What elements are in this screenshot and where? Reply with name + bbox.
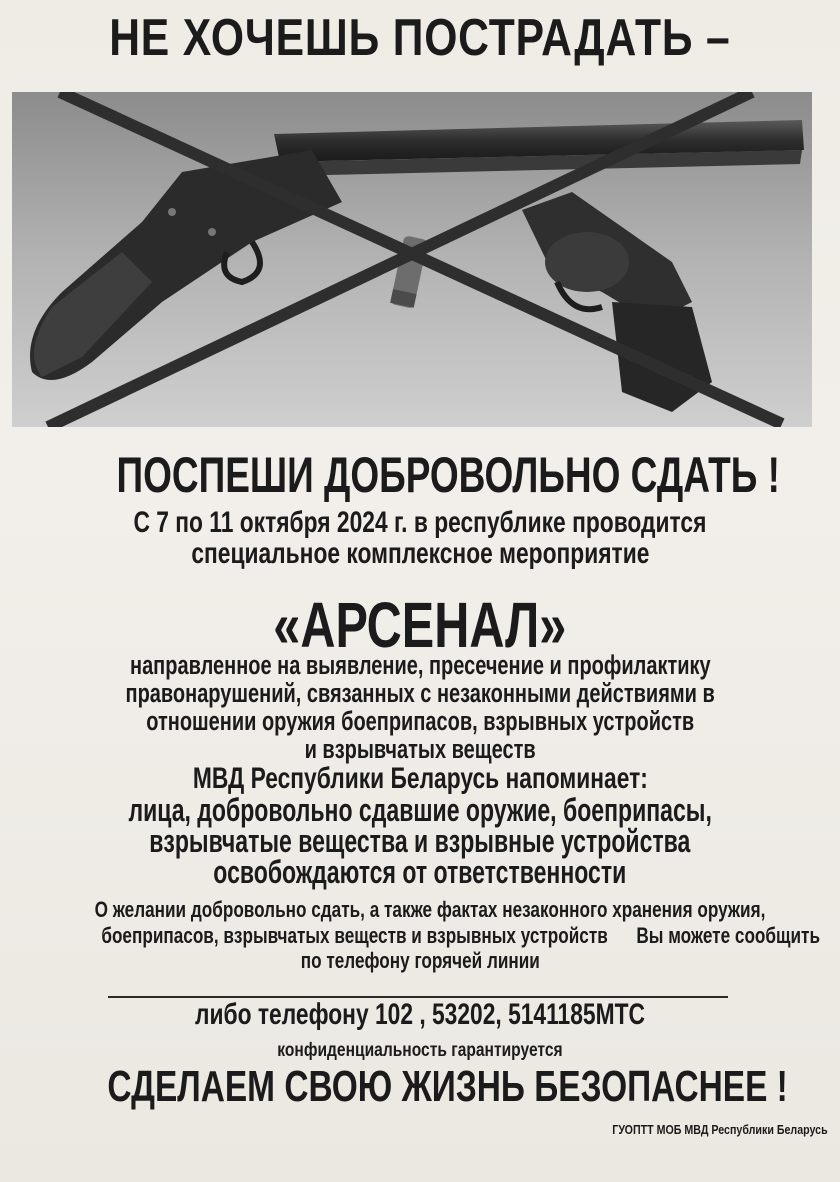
mvd-reminder-heading — [0, 762, 840, 796]
reminder-text: освобождаются от ответственности — [213, 854, 627, 890]
headline-text: НЕ ХОЧЕШЬ ПОСТРАДАТЬ – — [109, 9, 731, 67]
report-text: по телефону горячей линии — [300, 948, 540, 973]
dates-line — [0, 506, 840, 540]
reminder-text: лица, добровольно сдавшие оружие, боеприпасы, — [128, 792, 712, 828]
weapons-illustration — [12, 92, 812, 427]
report-line — [0, 897, 840, 923]
reminder-text: взрывчатые вещества и взрывные устройства — [149, 823, 691, 859]
call-to-action — [0, 446, 840, 504]
purpose-text: правонарушений, связанных с незаконными действиями в — [125, 678, 715, 708]
dates-text: С 7 по 11 октября 2024 г. в республике проводится — [133, 506, 707, 539]
call-to-action-text: ПОСПЕШИ ДОБРОВОЛЬНО СДАТЬ ! — [116, 447, 780, 503]
confidentiality-note — [0, 1040, 840, 1062]
report-line — [0, 948, 840, 974]
event-line — [0, 537, 840, 571]
purpose-text: отношении оружия боеприпасов, взрывных устройств — [146, 706, 694, 736]
purpose-line — [0, 706, 840, 737]
phone-numbers-text: либо телефону 102 , 53202, 5141185МТС — [195, 998, 645, 1031]
phone-numbers — [0, 998, 840, 1032]
event-text: специальное комплексное мероприятие — [190, 537, 650, 570]
confidentiality-text: конфиденциальность гарантируется — [277, 1040, 563, 1061]
purpose-line — [0, 650, 840, 681]
poster-headline — [0, 8, 840, 68]
report-text: О желании добровольно сдать, а также фактах незаконного хранения оружия, — [94, 897, 766, 922]
issuer-footer-text: ГУОПТТ МОБ МВД Республики Беларусь — [612, 1122, 828, 1137]
purpose-text: и взрывчатых веществ — [304, 734, 536, 764]
purpose-line — [0, 734, 840, 765]
purpose-text: направленное на выявление, пресечение и профилактику — [129, 650, 711, 680]
report-text: боеприпасов, взрывчатых веществ и взрывных устройств Вы можете сообщить — [101, 923, 820, 948]
slogan-text: СДЕЛАЕМ СВОЮ ЖИЗНЬ БЕЗОПАСНЕЕ ! — [107, 1062, 788, 1111]
purpose-line — [0, 678, 840, 709]
operation-name-text: «АРСЕНАЛ» — [273, 589, 567, 661]
mvd-text: МВД Республики Беларусь напоминает: — [192, 762, 648, 795]
report-line — [0, 923, 840, 949]
reminder-line — [0, 854, 840, 891]
issuer-footer — [565, 1121, 828, 1139]
weapons-photo — [12, 92, 812, 427]
slogan — [0, 1062, 840, 1112]
